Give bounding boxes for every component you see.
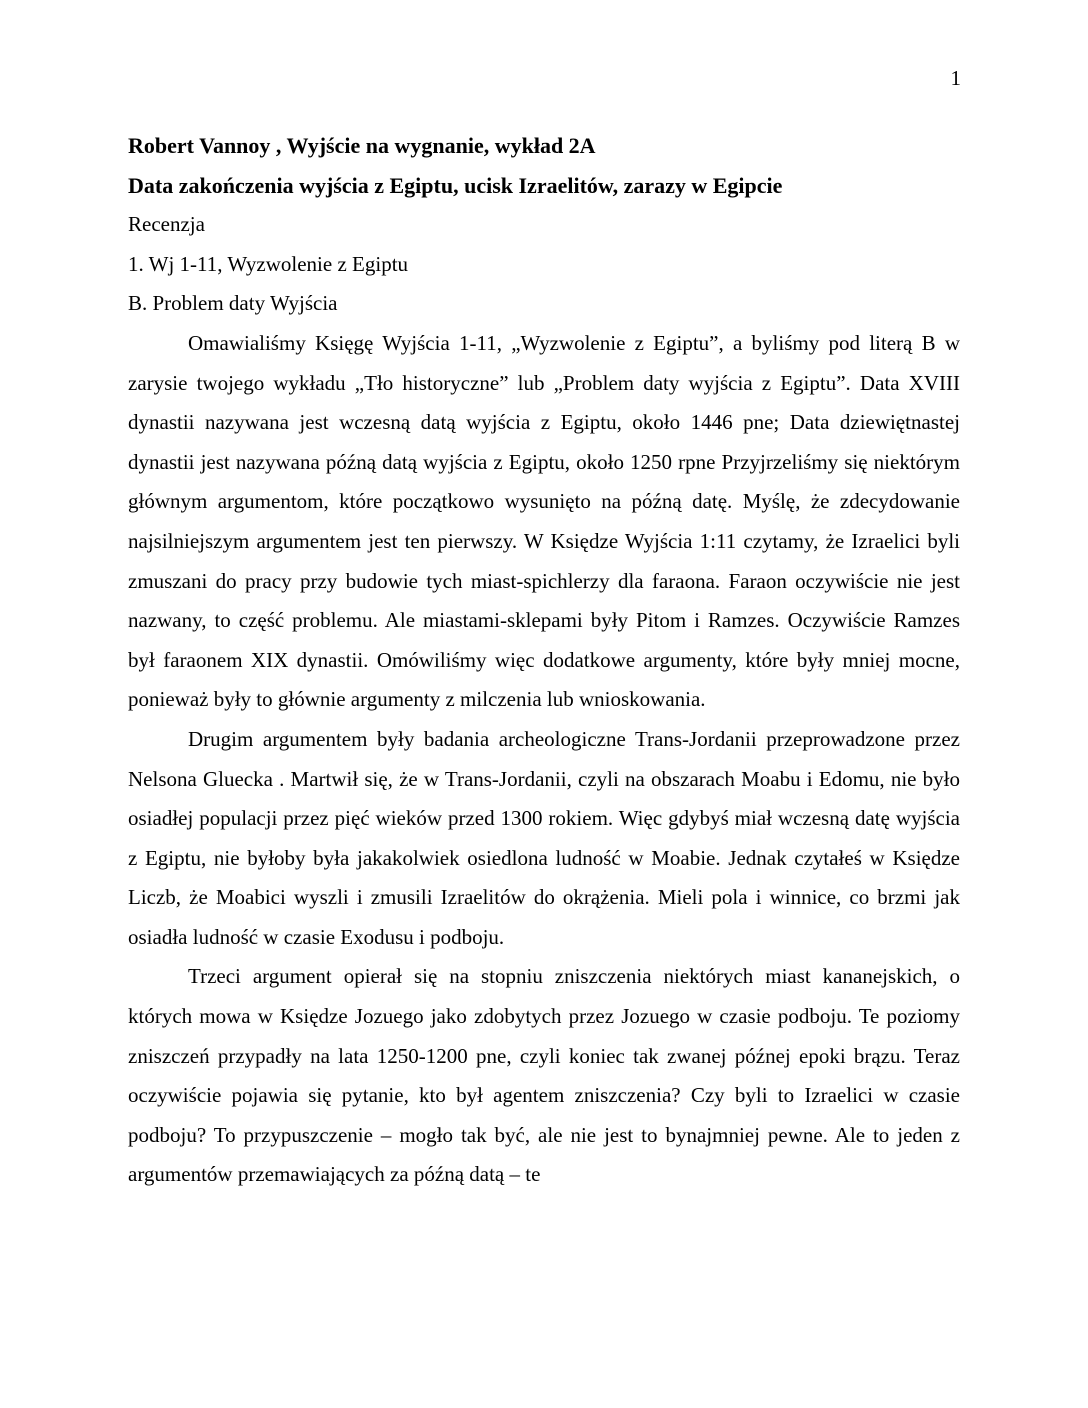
subsection-heading: B. Problem daty Wyjścia bbox=[128, 291, 338, 316]
document-title: Robert Vannoy , Wyjście na wygnanie, wykład 2A bbox=[128, 133, 596, 158]
paragraph-2: Drugim argumentem były badania archeologiczne Trans-Jordanii przeprowadzone przez Nelsona Gluecka . Martwił się, że w Trans-Jordanii, czyli na obszarach Moabu i Edomu, nie było osiadłej populacji przez pięć wieków przed 1300 rokiem. Więc gdybyś miał wczesną datę wyjścia z Egiptu, nie byłoby była jakakolwiek osiedlona ludność w Moabie. Jednak czytałeś w Księdze Liczb, że Moabici wyszli i zmusili Izraelitów do okrążenia. Mieli pola i winnice, co brzmi jak osiadła ludność w czasie Exodusu i podboju. bbox=[128, 726, 960, 949]
paragraph-1: Omawialiśmy Księgę Wyjścia 1-11, „Wyzwolenie z Egiptu”, a byliśmy pod literą B w zarysie twojego wykładu „Tło historyczne” lub „Problem daty wyjścia z Egiptu”. Data XVIII dynastii nazywana jest wczesną datą wyjścia z Egiptu, około 1446 pne; Data dziewiętnastej dynastii jest nazywana późną datą wyjścia z Egiptu, około 1250 rpne Przyjrzeliśmy się niektórym głównym argumentom, które początkowo wysunięto na późną datę. Myślę, że zdecydowanie najsilniejszym argumentem jest ten pierwszy. W Księdze Wyjścia 1:11 czytamy, że Izraelici byli zmuszani do pracy przy budowie tych miast-spichlerzy dla faraona. Faraon oczywiście nie jest nazwany, to część problemu. Ale miastami-sklepami były Pitom i Ramzes. Oczywiście Ramzes był faraonem XIX dynastii. Omówiliśmy więc dodatkowe argumenty, które były mniej mocne, ponieważ były to głównie argumenty z milczenia lub wnioskowania. bbox=[128, 330, 960, 712]
review-label: Recenzja bbox=[128, 212, 205, 237]
document-subtitle: Data zakończenia wyjścia z Egiptu, ucisk Izraelitów, zarazy w Egipcie bbox=[128, 172, 783, 198]
section-heading: 1. Wj 1-11, Wyzwolenie z Egiptu bbox=[128, 251, 409, 276]
page-number: 1 bbox=[950, 66, 961, 90]
document-body bbox=[128, 126, 960, 1195]
paragraph-3: Trzeci argument opierał się na stopniu zniszczenia niektórych miast kananejskich, o których mowa w Księdze Jozuego jako zdobytych przez Jozuego w czasie podboju. Te poziomy zniszczeń przypadły na lata 1250-1200 pne, czyli koniec tak zwanej późnej epoki brązu. Teraz oczywiście pojawia się pytanie, kto był agentem zniszczenia? Czy byli to Izraelici w czasie podboju? To przypuszczenie – mogło tak być, ale nie jest to bynajmniej pewne. Ale to jeden z argumentów przemawiających za późną datą – te bbox=[128, 964, 960, 1187]
